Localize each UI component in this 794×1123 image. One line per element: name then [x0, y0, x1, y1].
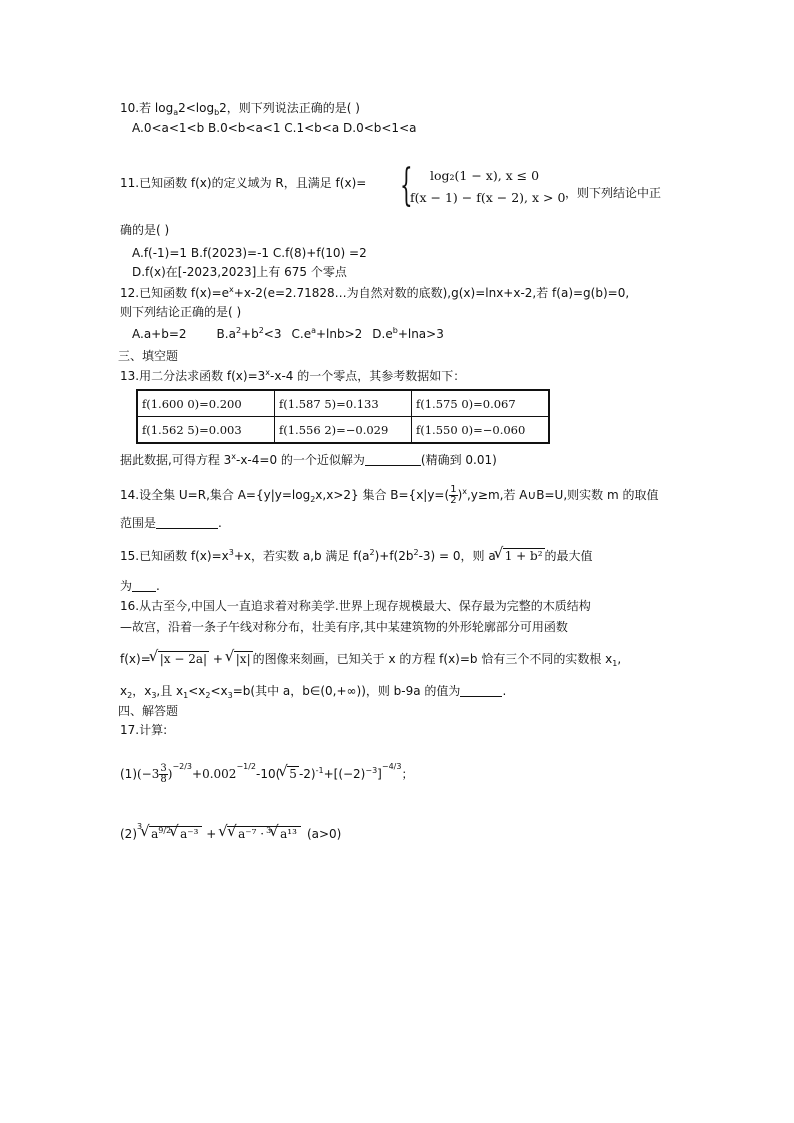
table-row	[137, 417, 549, 444]
q17-p1-radicand: 5	[289, 767, 297, 781]
q10-options: A.0<a<1<b B.0<b<a<1 C.1<b<a D.0<b<1<a	[132, 121, 417, 135]
q10-stem-c: 2，则下列说法正确的是( )	[219, 101, 360, 115]
q16-line3	[120, 651, 621, 667]
q17-part1	[120, 762, 413, 786]
table-cell: f(1.562 5)=0.003	[137, 417, 275, 444]
q13-after-mid: -x-4=0 的一个近似解为	[236, 453, 365, 467]
q15-pre: 15.已知函数 f(x)=x	[120, 549, 229, 563]
q17-p1-exp2: −1/2	[236, 762, 257, 771]
q17-p2-radicand1	[149, 826, 202, 841]
q15-sup2b: 2	[413, 548, 419, 557]
q12-option-d-sup: b	[392, 326, 398, 335]
q17-p2-inner-radicand: a⁻³	[180, 827, 199, 841]
q14-a: 14.设全集 U=R,集合 A={y|y=log	[120, 488, 311, 502]
q17-p1-c: -10(	[256, 767, 281, 781]
q17-p2-plus: +	[202, 827, 221, 841]
q17-p2-rad1-a: a	[151, 827, 159, 841]
q11-case2: f(x − 1) − f(x − 2), x > 0	[410, 190, 566, 205]
q14-line2-text: 范围是	[120, 516, 157, 530]
q13-stem-sup: x	[265, 368, 271, 377]
q10-stem	[120, 100, 360, 116]
q17-p1-frac-den: 8	[160, 774, 167, 785]
q17-p1-b: +0.002	[192, 767, 237, 781]
q16-l4-c: <x	[188, 684, 206, 698]
section-3-heading: 三、填空题	[118, 349, 179, 363]
table-cell: f(1.550 0)=−0.060	[412, 417, 550, 444]
q17-p1-d: -2)	[298, 767, 316, 781]
q17-title: 17.计算:	[120, 723, 168, 737]
q12-option-b-pre: B.a	[216, 327, 236, 341]
q13-after-post: (精确到 0.01)	[420, 453, 497, 467]
q12-option-b-sup1: 2	[235, 326, 242, 335]
q16-answer-blank	[460, 685, 502, 697]
q12-line1-b: +x-2(e=2.71828…为自然对数的底数),g(x)=lnx+x-2,若 f(a)=g(b)=0,	[233, 286, 630, 300]
q16-radicand-1: |x − 2a|	[159, 652, 208, 666]
q17-p1-a-close: )	[167, 767, 173, 781]
q13-after-pre: 据此数据,可得方程 3	[120, 453, 232, 467]
q11-brace: {	[400, 160, 413, 211]
q16-sub1: 1	[612, 659, 618, 668]
q15-mid3: -3) = 0，则 a	[418, 549, 496, 563]
q12-line2: 则下列结论正确的是( )	[120, 305, 242, 319]
q15-sqrt	[496, 548, 545, 564]
q12-option-c-pre: C.e	[291, 327, 312, 341]
q16-radicand-2: |x|	[235, 652, 251, 666]
q16-line3-post: 的图像来刻画，已知关于 x 的方程 f(x)=b 恰有三个不同的实数根 x	[252, 652, 613, 666]
q12-line1-sup: x	[229, 285, 234, 294]
q12-option-b-sup2: 2	[258, 326, 264, 335]
q12-option-d-post: +lna>3	[397, 327, 444, 341]
q14-c-sup: x	[462, 487, 467, 496]
q12-option-a: A.a+b=2	[132, 327, 187, 341]
q11-stem-post: ，则下列结论中正	[565, 186, 662, 200]
q16-l4-x: x	[120, 684, 128, 698]
q15-mid2: )+f(2b	[374, 549, 414, 563]
q11-stem-line2: 确的是( )	[120, 223, 170, 237]
q17-p2-index1: 3	[137, 822, 143, 831]
q11-stem-pre: 11.已知函数 f(x)的定义域为 R，且满足 f(x)=	[120, 176, 367, 190]
q16-l4-e: =b(其中 a，b∈(0,+∞))，则 b-9a 的值为	[232, 684, 461, 698]
q14-line2	[120, 515, 222, 531]
q16-line3-pre: f(x)=	[120, 652, 151, 666]
q12-option-b-post: <3	[263, 327, 282, 341]
q10-stem-b: 2<log	[178, 101, 215, 115]
table-row	[137, 390, 549, 417]
q17-p1-sqrt	[280, 762, 299, 786]
q16-l4-sub3: 3	[151, 691, 157, 700]
q14-stem	[120, 485, 658, 506]
q14-frac-den: 2	[450, 495, 457, 506]
q17-p1-label: (1)	[120, 767, 137, 781]
q12-option-b-mid: +b	[241, 327, 259, 341]
q14-c: )	[457, 488, 463, 502]
q11-options-abc: A.f(-1)=1 B.f(2023)=-1 C.f(8)+f(10) =2	[132, 246, 367, 260]
q15-line2	[120, 578, 160, 594]
q17-p1-a: (−3	[137, 767, 160, 781]
q15-sup2a: 2	[369, 548, 375, 557]
q11-case1: log₂(1 − x), x ≤ 0	[430, 168, 540, 183]
q17-part2	[120, 822, 341, 846]
q15-answer-blank	[132, 580, 156, 592]
q17-p2-rad1-exp: 9/2	[158, 826, 172, 835]
q17-p1-exp4: −3	[365, 766, 378, 775]
q17-p1-frac-num: 3	[160, 763, 167, 774]
q13-stem	[120, 368, 465, 384]
q13-after-sup: x	[231, 452, 236, 461]
q12-line1	[120, 285, 629, 301]
q16-plus: +	[209, 652, 227, 666]
q17-p1-end: ；	[401, 767, 414, 781]
q14-frac-num: 1	[450, 484, 457, 495]
q13-data-table	[136, 389, 550, 444]
q16-l4-end: .	[502, 684, 507, 698]
q17-p2-cuberoot-radicand: a¹³	[280, 827, 297, 841]
q16-line1: 16.从古至今,中国人一直追求着对称美学.世界上现存规模最大、保存最为完整的木质结构	[120, 599, 591, 613]
q16-l4-b: ,且 x	[156, 684, 184, 698]
q14-line2-end: .	[218, 516, 222, 530]
q16-l4-sub3b: 3	[227, 691, 233, 700]
q16-line2: —故宫，沿着一条子午线对称分布，壮美有序,其中某建筑物的外形轮廓部分可用函数	[120, 620, 568, 634]
q11-option-d: D.f(x)在[-2023,2023]上有 675 个零点	[132, 265, 347, 279]
q13-stem-post: -x-4 的一个零点，其参考数据如下：	[270, 369, 466, 383]
q12-option-c-sup: a	[311, 326, 316, 335]
table-cell: f(1.587 5)=0.133	[275, 390, 412, 417]
q13-after	[120, 452, 497, 468]
q17-p2-radicand2	[227, 826, 301, 841]
q16-line4	[120, 683, 506, 699]
q16-l4-d: <x	[210, 684, 228, 698]
q14-b: x,x>2} 集合 B={x|y=(	[315, 488, 450, 502]
q17-p1-mixed-frac	[159, 764, 167, 785]
q14-a-sub: 2	[310, 495, 316, 504]
q13-stem-pre: 13.用二分法求函数 f(x)=3	[120, 369, 266, 383]
q10-sub-b: b	[214, 108, 220, 117]
q15-radicand: 1 + b²	[504, 549, 543, 563]
q17-p2-sqrt1	[142, 822, 202, 846]
q15-sup3: 3	[228, 548, 234, 557]
q16-comma: ,	[617, 652, 622, 666]
q17-p1-exp5: −4/3	[381, 762, 402, 771]
q13-answer-blank	[365, 454, 421, 466]
q15-post: 的最大值	[544, 549, 593, 563]
q16-l4-sub2: 2	[127, 691, 133, 700]
q16-l4-sub2b: 2	[205, 691, 211, 700]
q15-line2-text: 为	[120, 579, 133, 593]
q15-mid1: +x，若实数 a,b 满足 f(a	[233, 549, 370, 563]
section-4-heading: 四、解答题	[118, 704, 179, 718]
q17-p1-exp1: −2/3	[172, 762, 193, 771]
q16-sqrt-2	[227, 651, 253, 667]
q16-l4-a: ，x	[132, 684, 152, 698]
q17-p2-cuberoot	[271, 822, 299, 846]
q17-p1-f: ]	[377, 767, 382, 781]
q12-options	[132, 326, 444, 342]
q17-p2-condition: (a>0)	[306, 827, 342, 841]
q15-line2-end: .	[156, 579, 160, 593]
q14-d: ,y≥m,若 A∪B=U,则实数 m 的取值	[466, 488, 659, 502]
q14-fraction	[449, 485, 457, 506]
q15-stem	[120, 548, 593, 564]
q17-p1-e: +[(−2)	[323, 767, 366, 781]
q11-stem	[120, 175, 366, 191]
q17-p2-inner-radicand2: a⁻⁷ ·	[238, 827, 265, 841]
q17-p1-exp3: -1	[315, 766, 324, 775]
table-cell: f(1.556 2)=−0.029	[275, 417, 412, 444]
q16-l4-sub1b: 1	[183, 691, 189, 700]
q14-answer-blank	[156, 517, 218, 529]
q17-p2-label: (2)	[120, 827, 137, 841]
q12-option-d-pre: D.e	[372, 327, 393, 341]
q17-p2-inner-sqrt2	[229, 822, 266, 846]
table-cell: f(1.600 0)=0.200	[137, 390, 275, 417]
q17-p2-sqrt2	[220, 822, 301, 846]
q12-line1-a: 12.已知函数 f(x)=e	[120, 286, 230, 300]
table-cell: f(1.575 0)=0.067	[412, 390, 550, 417]
q17-p2-index2: 3	[266, 826, 272, 835]
q12-option-c-post: +lnb>2	[315, 327, 363, 341]
q17-p2-inner-sqrt	[171, 822, 200, 846]
q16-sqrt-1	[151, 651, 209, 667]
q10-sub-a: a	[173, 108, 179, 117]
q10-stem-a: 10.若 log	[120, 101, 174, 115]
